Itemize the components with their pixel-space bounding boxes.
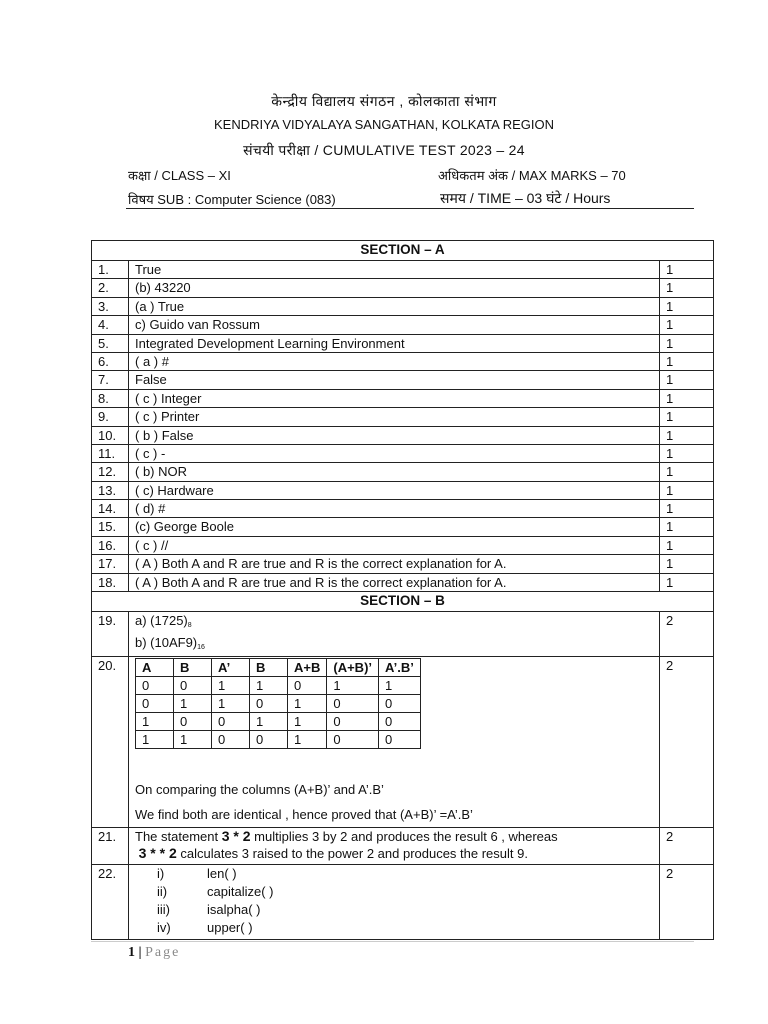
code-expression: 3 * 2 — [221, 828, 251, 845]
answer-cell — [129, 828, 660, 865]
truth-table-cell: 1 — [174, 695, 212, 713]
marks-cell: 1 — [660, 334, 714, 352]
method-list — [135, 865, 653, 937]
code-expression: 3 * * 2 — [138, 845, 177, 862]
list-item — [135, 865, 653, 883]
truth-table-cell: 0 — [136, 677, 174, 695]
table-row — [92, 426, 714, 444]
section-b-title: SECTION – B — [92, 592, 714, 612]
method-name: upper( ) — [207, 920, 253, 936]
list-item — [135, 883, 653, 901]
marks-cell: 1 — [660, 261, 714, 279]
table-row — [92, 316, 714, 334]
question-number: 5. — [92, 334, 129, 352]
truth-table-header-cell: B — [174, 659, 212, 677]
section-b-header-row — [92, 592, 714, 612]
truth-table-row — [136, 731, 421, 749]
truth-table-cell: 0 — [288, 677, 327, 695]
table-row — [92, 865, 714, 940]
question-number: 13. — [92, 481, 129, 499]
marks-cell: 1 — [660, 518, 714, 536]
time-label: समय / TIME – 03 घंटे / Hours — [440, 190, 611, 206]
answer-cell: ( d) # — [129, 500, 660, 518]
answer-cell — [129, 865, 660, 940]
answer-cell: Integrated Development Learning Environment — [129, 334, 660, 352]
answer-cell: True — [129, 261, 660, 279]
marks-cell: 1 — [660, 536, 714, 554]
header-divider — [126, 208, 694, 209]
answer-19b: b) $(10AF9)_{16}$ — [135, 635, 205, 652]
table-row — [92, 444, 714, 462]
truth-table-cell: 0 — [174, 677, 212, 695]
answer-cell: ( c ) // — [129, 536, 660, 554]
list-item — [135, 901, 653, 919]
question-number: 22. — [92, 865, 129, 940]
table-row — [92, 261, 714, 279]
marks-cell: 1 — [660, 389, 714, 407]
truth-table-cell: 0 — [379, 713, 421, 731]
question-number: 7. — [92, 371, 129, 389]
table-row — [92, 481, 714, 499]
question-number: 8. — [92, 389, 129, 407]
question-number: 12. — [92, 463, 129, 481]
answer-cell: ( A ) Both A and R are true and R is the correct explanation for A. — [129, 573, 660, 591]
method-name: capitalize( ) — [207, 884, 274, 900]
answer-cell: ( b ) False — [129, 426, 660, 444]
marks-cell: 1 — [660, 426, 714, 444]
truth-table-header-cell: A’ — [212, 659, 250, 677]
roman-numeral: iii) — [157, 902, 170, 918]
marks-cell: 1 — [660, 463, 714, 481]
table-row — [92, 828, 714, 865]
marks-cell: 1 — [660, 444, 714, 462]
marks-cell: 2 — [660, 865, 714, 940]
question-number: 21. — [92, 828, 129, 865]
truth-table-cell: 0 — [379, 731, 421, 749]
truth-table — [135, 658, 421, 749]
table-row — [92, 573, 714, 591]
truth-table-cell: 1 — [288, 695, 327, 713]
marks-cell: 2 — [660, 828, 714, 865]
roman-numeral: iv) — [157, 920, 171, 936]
max-marks: अधिकतम अंक / MAX MARKS – 70 — [438, 168, 626, 183]
method-name: len( ) — [207, 866, 237, 882]
truth-table-cell: 0 — [327, 713, 379, 731]
footer-separator: | — [135, 945, 146, 960]
truth-table-row — [136, 695, 421, 713]
answer-cell: ( c ) Integer — [129, 389, 660, 407]
question-number: 2. — [92, 279, 129, 297]
truth-table-cell: 1 — [136, 731, 174, 749]
table-row — [92, 612, 714, 657]
roman-numeral: i) — [157, 866, 165, 882]
truth-table-cell: 1 — [327, 677, 379, 695]
question-number: 1. — [92, 261, 129, 279]
question-number: 11. — [92, 444, 129, 462]
marks-cell: 2 — [660, 657, 714, 828]
marks-cell: 1 — [660, 573, 714, 591]
marks-cell: 1 — [660, 371, 714, 389]
list-item — [135, 919, 653, 937]
table-row — [92, 518, 714, 536]
truth-table-cell: 1 — [288, 731, 327, 749]
table-row — [92, 389, 714, 407]
answer-cell: ( A ) Both A and R are true and R is the correct explanation for A. — [129, 555, 660, 573]
header-hindi-title: केन्द्रीय विद्यालय संगठन , कोलकाता संभाग — [271, 93, 497, 109]
question-number: 20. — [92, 657, 129, 828]
proof-line-2: We find both are identical , hence proved that (A+B)’ =A’.B’ — [135, 807, 473, 823]
base-subscript: 8 — [187, 622, 192, 630]
marks-cell: 1 — [660, 500, 714, 518]
question-number: 15. — [92, 518, 129, 536]
table-row — [92, 408, 714, 426]
table-row — [92, 334, 714, 352]
section-a-header-row — [92, 241, 714, 261]
answer-cell: False — [129, 371, 660, 389]
answer-cell: (b) 43220 — [129, 279, 660, 297]
truth-table-cell: 1 — [288, 713, 327, 731]
truth-table-header — [136, 659, 421, 677]
truth-table-cell: 1 — [379, 677, 421, 695]
truth-table-header-cell: A+B — [288, 659, 327, 677]
truth-table-cell: 0 — [379, 695, 421, 713]
marks-cell: 1 — [660, 316, 714, 334]
question-number: 3. — [92, 297, 129, 315]
answer-cell: ( b) NOR — [129, 463, 660, 481]
marks-cell: 1 — [660, 352, 714, 370]
question-number: 6. — [92, 352, 129, 370]
footer-divider — [91, 941, 694, 942]
answer-cell — [129, 657, 660, 828]
proof-line-1: On comparing the columns (A+B)’ and A’.B’ — [135, 782, 384, 798]
answer-cell: ( a ) # — [129, 352, 660, 370]
table-row — [92, 352, 714, 370]
truth-table-cell: 1 — [212, 677, 250, 695]
marks-cell: 1 — [660, 408, 714, 426]
table-row — [92, 657, 714, 828]
answer-21-line2: 3 * * 2 calculates 3 raised to the power 2 and produces the result 9. — [138, 845, 528, 862]
answer-key-table — [91, 240, 714, 940]
table-row — [92, 371, 714, 389]
truth-table-cell: 1 — [136, 713, 174, 731]
answer-cell — [129, 612, 660, 657]
truth-table-cell: 1 — [250, 677, 288, 695]
class-label: कक्षा / CLASS – XI — [128, 168, 231, 183]
table-row — [92, 463, 714, 481]
test-title: संचयी परीक्षा / CUMULATIVE TEST 2023 – 24 — [243, 142, 525, 158]
question-number: 16. — [92, 536, 129, 554]
table-row — [92, 500, 714, 518]
question-number: 18. — [92, 573, 129, 591]
question-number: 10. — [92, 426, 129, 444]
subject-label: विषय SUB : Computer Science (083) — [128, 192, 336, 207]
marks-cell: 1 — [660, 279, 714, 297]
header-english-title: KENDRIYA VIDYALAYA SANGATHAN, KOLKATA REGION — [213, 117, 555, 132]
marks-cell: 1 — [660, 481, 714, 499]
truth-table-cell: 0 — [250, 695, 288, 713]
answer-21-line1: The statement 3 * 2 multiplies 3 by 2 and produces the result 6 , whereas — [135, 828, 558, 845]
page-footer — [128, 945, 180, 961]
answer-cell: (a ) True — [129, 297, 660, 315]
truth-table-header-cell: A’.B’ — [379, 659, 421, 677]
question-number: 17. — [92, 555, 129, 573]
truth-table-cell: 0 — [212, 713, 250, 731]
table-row — [92, 279, 714, 297]
answer-19a: a) $(1725)_8$ — [135, 613, 192, 630]
answer-cell: (c) George Boole — [129, 518, 660, 536]
method-name: isalpha( ) — [207, 902, 261, 918]
base-subscript: 16 — [197, 644, 205, 652]
truth-table-cell: 0 — [212, 731, 250, 749]
answer-cell: ( c ) Printer — [129, 408, 660, 426]
truth-table-cell: 0 — [250, 731, 288, 749]
marks-cell: 2 — [660, 612, 714, 657]
section-a-title: SECTION – A — [92, 241, 714, 261]
truth-table-cell: 0 — [136, 695, 174, 713]
truth-table-cell: 0 — [174, 713, 212, 731]
truth-table-cell: 0 — [327, 695, 379, 713]
marks-cell: 1 — [660, 555, 714, 573]
question-number: 19. — [92, 612, 129, 657]
truth-table-header-cell: (A+B)’ — [327, 659, 379, 677]
truth-table-cell: 1 — [250, 713, 288, 731]
page-number: 1 — [128, 945, 135, 960]
page-label: Page — [145, 945, 181, 960]
question-number: 14. — [92, 500, 129, 518]
truth-table-header-cell: A — [136, 659, 174, 677]
truth-table-row — [136, 677, 421, 695]
answer-cell: ( c ) - — [129, 444, 660, 462]
truth-table-cell: 0 — [327, 731, 379, 749]
truth-table-header-cell: B — [250, 659, 288, 677]
answer-cell: ( c) Hardware — [129, 481, 660, 499]
question-number: 4. — [92, 316, 129, 334]
truth-table-cell: 1 — [212, 695, 250, 713]
truth-table-row — [136, 713, 421, 731]
answer-cell: c) Guido van Rossum — [129, 316, 660, 334]
table-row — [92, 297, 714, 315]
marks-cell: 1 — [660, 297, 714, 315]
question-number: 9. — [92, 408, 129, 426]
truth-table-cell: 1 — [174, 731, 212, 749]
table-row — [92, 536, 714, 554]
table-row — [92, 555, 714, 573]
roman-numeral: ii) — [157, 884, 168, 900]
